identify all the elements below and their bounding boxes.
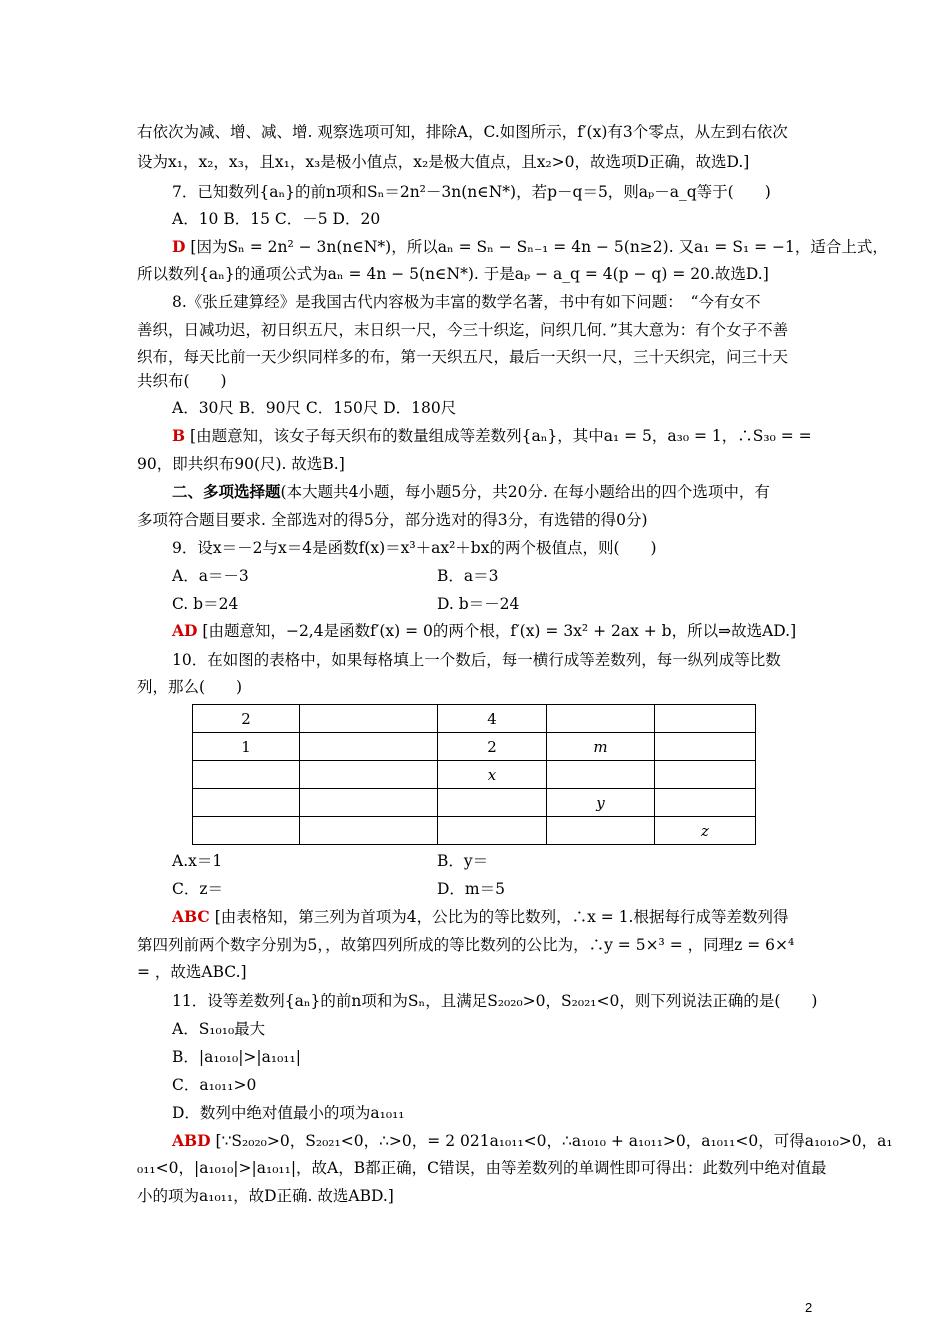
- answer-text: [∵S₂₀₂₀>0，S₂₀₂₁<0，∴>0，= 2 021a₁₀₁₁<0，∴a₁₀₁₀ + a₁₀₁₁>0，a₁₀₁₁<0，可得a₁₀₁₀>0，a₁: [215, 1132, 893, 1150]
- text-line: 织布，每天比前一天少织同样多的布，第一天织五尺，最后一天织一尺，三十天织完，问三十天: [137, 348, 789, 366]
- table-cell: [300, 705, 438, 733]
- table-cell: [655, 733, 756, 761]
- table-cell: z: [655, 817, 756, 845]
- question-7-options: A．10 B．15 C．－5 D．20: [172, 210, 381, 228]
- table-cell: [438, 817, 547, 845]
- text-line: 90，即共织布90(尺). 故选B.]: [137, 455, 345, 473]
- table-cell: 2: [193, 705, 300, 733]
- option-10c: C．z＝: [172, 880, 224, 898]
- text-line: 设为x₁，x₂，x₃，且x₁，x₃是极小值点，x₂是极大值点，且x₂>0，故选项D正确，故选D.]: [137, 153, 750, 171]
- text-line: = ，故选ABC.]: [137, 963, 247, 981]
- text-line: 共织布( ): [137, 372, 227, 390]
- table-row: [193, 817, 756, 845]
- answer-10: [172, 907, 852, 927]
- table-row: [193, 733, 756, 761]
- text-line: 第四列前两个数字分别为5，，故第四列所成的等比数列的公比为，∴y = 5×³ = ，同理z = 6×⁴: [137, 936, 795, 954]
- table-cell: [438, 789, 547, 817]
- text-line: ₀₁₁<0，|a₁₀₁₀|>|a₁₀₁₁|，故A，B都正确，C错误，由等差数列的单调性即可得出：此数列中绝对值最: [137, 1159, 827, 1177]
- option-9d: D. b＝－24: [437, 595, 520, 613]
- table-cell: [300, 761, 438, 789]
- section-2-heading: [172, 482, 852, 502]
- answer-label: ABD: [172, 1131, 211, 1150]
- section-title: 二、多项选择题: [172, 482, 281, 501]
- option-11d: D．数列中绝对值最小的项为a₁₀₁₁: [172, 1104, 405, 1122]
- question-9: 9．设x＝－2与x＝4是函数f(x)＝x³＋ax²＋bx的两个极值点，则( ): [172, 539, 657, 557]
- option-9a: A．a＝－3: [172, 567, 249, 585]
- table-cell: m: [547, 733, 655, 761]
- page-number: 2: [805, 1300, 813, 1315]
- option-11b: B．|a₁₀₁₀|>|a₁₀₁₁|: [172, 1048, 301, 1066]
- table-cell: x: [438, 761, 547, 789]
- table-cell: [193, 761, 300, 789]
- text-line: 所以数列{aₙ}的通项公式为aₙ = 4n − 5(n∈N*). 于是aₚ − a_q = 4(p − q) = 20.故选D.]: [137, 265, 769, 283]
- question-8-options: A．30尺 B．90尺 C．150尺 D．180尺: [172, 399, 457, 417]
- table-cell: y: [547, 789, 655, 817]
- option-10b: B．y＝: [437, 852, 489, 870]
- table-cell: [547, 817, 655, 845]
- answer-text: [因为Sₙ = 2n² − 3n(n∈N*)，所以aₙ = Sₙ − Sₙ₋₁ = 4n − 5(n≥2). 又a₁ = S₁ = −1，适合上式，: [190, 238, 888, 256]
- number-table: [192, 704, 756, 845]
- table-cell: [655, 705, 756, 733]
- text-line: 小的项为a₁₀₁₁，故D正确. 故选ABD.]: [137, 1187, 394, 1205]
- table-cell: [300, 789, 438, 817]
- table-row: [193, 761, 756, 789]
- answer-label: B: [172, 426, 186, 445]
- question-8: 8.《张丘建算经》是我国古代内容极为丰富的数学名著，书中有如下问题： “今有女不: [172, 293, 761, 311]
- answer-text: [由题意知，该女子每天织布的数量组成等差数列{aₙ}，其中a₁ = 5，a₃₀ = 1，∴S₃₀ = =: [190, 427, 812, 445]
- question-7: 7．已知数列{aₙ}的前n项和Sₙ＝2n²－3n(n∈N*)，若p－q＝5，则aₚ－a_q等于( ): [172, 183, 771, 201]
- text-line: 列，那么( ): [137, 678, 243, 696]
- table-cell: [193, 817, 300, 845]
- table-cell: [193, 789, 300, 817]
- table-cell: [547, 761, 655, 789]
- table-cell: 1: [193, 733, 300, 761]
- option-9c: C. b＝24: [172, 595, 239, 613]
- table-cell: 2: [438, 733, 547, 761]
- section-desc: (本大题共4小题，每小题5分，共20分. 在每小题给出的四个选项中，有: [280, 483, 770, 501]
- table-row: [193, 789, 756, 817]
- table-cell: [300, 817, 438, 845]
- answer-9: [172, 621, 852, 641]
- answer-label: AD: [172, 621, 198, 640]
- table-row: [193, 705, 756, 733]
- table-cell: [655, 761, 756, 789]
- option-10d: D．m＝5: [437, 880, 505, 898]
- answer-label: D: [172, 237, 186, 256]
- answer-text: [由表格知，第三列为首项为4，公比为的等比数列，∴x = 1.根据每行成等差数列得: [214, 908, 789, 926]
- question-11: 11．设等差数列{aₙ}的前n项和为Sₙ，且满足S₂₀₂₀>0，S₂₀₂₁<0，则下列说法正确的是( ): [172, 992, 818, 1010]
- table-cell: [547, 705, 655, 733]
- answer-7: [172, 237, 888, 257]
- option-10a: A.x＝1: [172, 852, 223, 870]
- table-cell: [300, 733, 438, 761]
- text-line: 多项符合题目要求. 全部选对的得5分，部分选对的得3分，有选错的得0分): [137, 511, 648, 529]
- option-9b: B．a＝3: [437, 567, 499, 585]
- answer-8: [172, 426, 852, 446]
- table-cell: 4: [438, 705, 547, 733]
- option-11c: C．a₁₀₁₁>0: [172, 1076, 257, 1094]
- answer-text: [由题意知，−2,4是函数f′(x) = 0的两个根，f′(x) = 3x² + 2ax + b，所以⇒故选AD.]: [202, 622, 797, 640]
- question-10: 10．在如图的表格中，如果每格填上一个数后，每一横行成等差数列，每一纵列成等比数: [172, 651, 781, 669]
- text-line: 右依次为减、增、减、增. 观察选项可知，排除A，C.如图所示，f′(x)有3个零点，从左到右依次: [137, 123, 788, 141]
- option-11a: A．S₁₀₁₀最大: [172, 1020, 266, 1038]
- answer-label: ABC: [172, 907, 210, 926]
- answer-11: [172, 1131, 893, 1151]
- table-cell: [655, 789, 756, 817]
- text-line: 善织，日减功迟，初日织五尺，末日织一尺，今三十织迄，问织几何．”其大意为：有个女子不善: [137, 321, 789, 339]
